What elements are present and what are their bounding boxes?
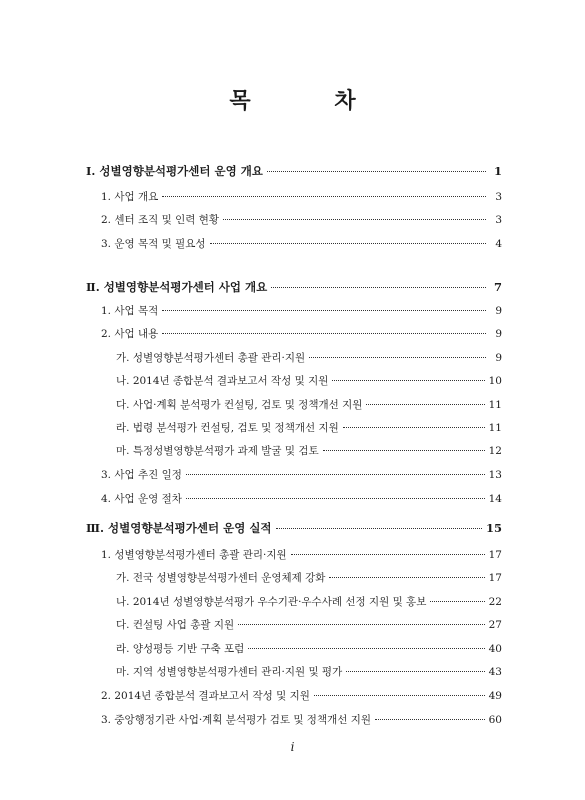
- toc-entry[interactable]: [116, 617, 502, 632]
- toc-entry[interactable]: [86, 279, 502, 295]
- toc-entry[interactable]: [101, 326, 502, 341]
- toc-entry-page-number: 13: [488, 469, 502, 481]
- toc-dot-leader: [162, 196, 486, 197]
- toc-entry-label: 2. 사업 내용: [101, 328, 159, 340]
- toc-entry-page-number: 17: [488, 572, 502, 584]
- toc-entry-page-number: 10: [488, 375, 502, 387]
- toc-dot-leader: [248, 648, 484, 649]
- toc-entry-label: 가. 전국 성별영향분석평가센터 운영체제 강화: [116, 572, 326, 584]
- page-title: 목 차: [229, 88, 394, 114]
- toc-entry-label: 나. 2014년 성별영향분석평가 우수기관·우수사례 선정 지원 및 홍보: [116, 596, 427, 608]
- toc-entry-page-number: 49: [488, 690, 502, 702]
- toc-entry-label: 라. 양성평등 기반 구축 포럼: [116, 643, 245, 655]
- toc-dot-leader: [430, 601, 484, 602]
- toc-entry[interactable]: [116, 594, 502, 609]
- toc-dot-leader: [162, 310, 486, 311]
- toc-entry-label: 4. 사업 운영 절차: [101, 493, 182, 505]
- toc-entry[interactable]: [116, 373, 502, 388]
- toc-dot-leader: [186, 474, 485, 475]
- toc-entry-page-number: 9: [495, 305, 502, 317]
- toc-entry-label: 나. 2014년 종합분석 결과보고서 작성 및 지원: [116, 375, 329, 387]
- toc-entry-label: 다. 컨설팅 사업 총괄 지원: [116, 619, 235, 631]
- toc-dot-leader: [162, 333, 486, 334]
- toc-entry[interactable]: [116, 664, 502, 679]
- toc-entry[interactable]: [86, 163, 502, 179]
- toc-entry-label: 마. 특정성별영향분석평가 과제 발굴 및 검토: [116, 445, 319, 457]
- toc-entry[interactable]: [101, 688, 502, 703]
- toc-entry[interactable]: [116, 443, 502, 458]
- toc-dot-leader: [186, 498, 485, 499]
- toc-entry-page-number: 40: [488, 643, 502, 655]
- toc-entry[interactable]: [116, 420, 502, 435]
- toc-entry-label: Ⅲ. 성별영향분석평가센터 운영 실적: [86, 521, 272, 535]
- toc-entry[interactable]: [101, 236, 502, 251]
- toc-entry-page-number: 17: [488, 549, 502, 561]
- toc-entry-page-number: 3: [495, 214, 502, 226]
- toc-entry-page-number: 27: [488, 619, 502, 631]
- toc-entry[interactable]: [101, 712, 502, 727]
- toc-entry[interactable]: [101, 212, 502, 227]
- toc-dot-leader: [366, 404, 484, 405]
- toc-dot-leader: [210, 243, 486, 244]
- toc-dot-leader: [309, 357, 486, 358]
- toc-dot-leader: [314, 695, 485, 696]
- toc-entry-page-number: 4: [495, 238, 502, 250]
- page-number-footer: i: [290, 740, 295, 754]
- toc-entry-label: 가. 성별영향분석평가센터 총괄 관리·지원: [116, 352, 306, 364]
- toc-entry-label: 다. 사업·계획 분석평가 컨설팅, 검토 및 정책개선 지원: [116, 399, 363, 411]
- toc-entry-page-number: 1: [493, 164, 502, 178]
- toc-entry-page-number: 9: [495, 352, 502, 364]
- toc-dot-leader: [343, 427, 485, 428]
- toc-entry-page-number: 7: [493, 280, 502, 294]
- toc-entry-label: Ⅰ. 성별영향분석평가센터 운영 개요: [86, 164, 263, 178]
- toc-dot-leader: [267, 171, 486, 172]
- toc-dot-leader: [346, 671, 484, 672]
- toc-dot-leader: [375, 719, 485, 720]
- toc-dot-leader: [271, 287, 486, 288]
- toc-entry-label: 1. 사업 목적: [101, 305, 159, 317]
- toc-entry[interactable]: [116, 350, 502, 365]
- toc-entry-page-number: 9: [495, 328, 502, 340]
- toc-entry[interactable]: [101, 491, 502, 506]
- toc-entry-page-number: 11: [488, 399, 502, 411]
- toc-entry-page-number: 22: [488, 596, 502, 608]
- toc-entry[interactable]: [101, 547, 502, 562]
- toc-entry[interactable]: [101, 303, 502, 318]
- toc-dot-leader: [332, 380, 484, 381]
- toc-entry-label: 3. 사업 추진 일정: [101, 469, 182, 481]
- toc-entry[interactable]: [101, 189, 502, 204]
- toc-entry[interactable]: [116, 570, 502, 585]
- toc-entry-label: Ⅱ. 성별영향분석평가센터 사업 개요: [86, 280, 268, 294]
- toc-entry-page-number: 15: [485, 521, 502, 535]
- toc-entry-label: 1. 사업 개요: [101, 191, 159, 203]
- toc-dot-leader: [323, 450, 485, 451]
- toc-dot-leader: [238, 624, 485, 625]
- toc-entry[interactable]: [116, 397, 502, 412]
- toc-entry-label: 3. 운영 목적 및 필요성: [101, 238, 206, 250]
- toc-entry-label: 1. 성별영향분석평가센터 총괄 관리·지원: [101, 549, 287, 561]
- toc-entry-label: 라. 법령 분석평가 컨설팅, 검토 및 정책개선 지원: [116, 422, 339, 434]
- toc-entry[interactable]: [86, 520, 502, 536]
- toc-entry-label: 마. 지역 성별영향분석평가센터 관리·지원 및 평가: [116, 666, 343, 678]
- toc-entry-page-number: 11: [488, 422, 502, 434]
- toc-entry-page-number: 60: [488, 714, 502, 726]
- toc-entry-page-number: 43: [488, 666, 502, 678]
- toc-dot-leader: [276, 528, 482, 529]
- toc-dot-leader: [291, 554, 485, 555]
- toc-entry-page-number: 14: [488, 493, 502, 505]
- toc-entry-page-number: 12: [488, 445, 502, 457]
- toc-entry[interactable]: [101, 467, 502, 482]
- toc-entry-label: 2. 센터 조직 및 인력 현황: [101, 214, 219, 226]
- toc-dot-leader: [329, 577, 484, 578]
- toc-dot-leader: [223, 219, 486, 220]
- toc-entry-page-number: 3: [495, 191, 502, 203]
- toc-entry-label: 3. 중앙행정기관 사업·계획 분석평가 검토 및 정책개선 지원: [101, 714, 372, 726]
- toc-entry[interactable]: [116, 641, 502, 656]
- toc-entry-label: 2. 2014년 종합분석 결과보고서 작성 및 지원: [101, 690, 310, 702]
